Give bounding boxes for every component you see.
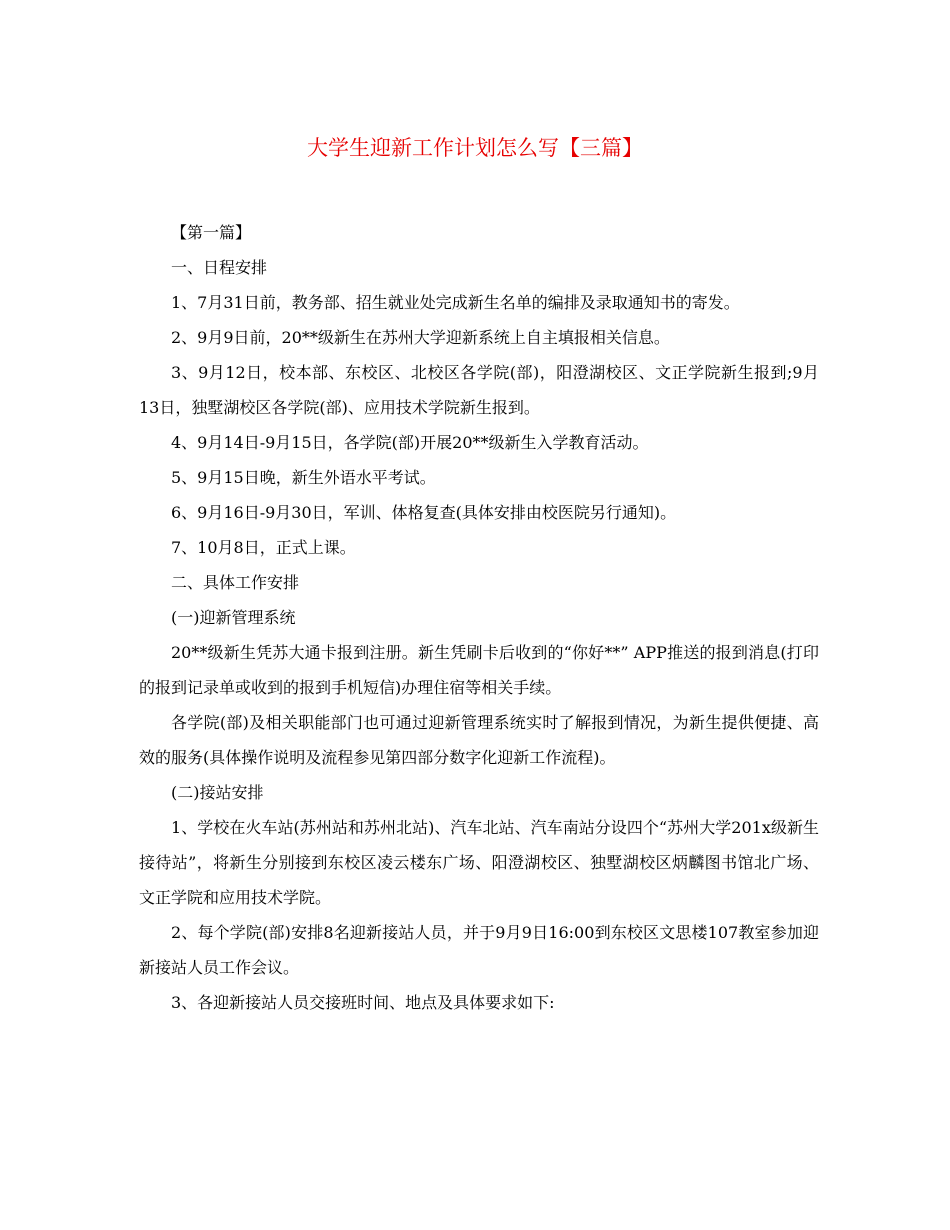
paragraph: 4、9月14日-9月15日，各学院(部)开展20**级新生入学教育活动。: [171, 433, 649, 452]
paragraph: 6、9月16日-9月30日，军训、体格复查(具体安排由校医院另行通知)。: [171, 503, 677, 522]
paragraph: 2、9月9日前，20**级新生在苏州大学迎新系统上自主填报相关信息。: [171, 328, 670, 347]
paragraph: 20**级新生凭苏大通卡报到注册。新生凭刷卡后收到的“你好**” APP推送的报到消息(打印的报到记录单或收到的报到手机短信)办理住宿等相关手续。: [139, 643, 819, 697]
subsection-heading: 一、日程安排: [171, 258, 268, 277]
subsection-heading: (二)接站安排: [171, 783, 264, 802]
subsection-heading: 二、具体工作安排: [171, 573, 300, 592]
page-title: 大学生迎新工作计划怎么写【三篇】: [307, 136, 643, 160]
document-body: [139, 215, 819, 1020]
paragraph: 7、10月8日，正式上课。: [171, 538, 356, 557]
paragraph: 5、9月15日晚，新生外语水平考试。: [171, 468, 436, 487]
paragraph: 各学院(部)及相关职能部门也可通过迎新管理系统实时了解报到情况，为新生提供便捷、高效的服务(具体操作说明及流程参见第四部分数字化迎新工作流程)。: [139, 713, 819, 767]
paragraph: 1、学校在火车站(苏州站和苏州北站)、汽车北站、汽车南站分设四个“苏州大学201x级新生接待站”，将新生分别接到东校区凌云楼东广场、阳澄湖校区、独墅湖校区炳麟图书馆北广场、文正学院和应用技术学院。: [139, 818, 819, 907]
paragraph: 1、7月31日前，教务部、招生就业处完成新生名单的编排及录取通知书的寄发。: [171, 293, 740, 312]
paragraph: 3、各迎新接站人员交接班时间、地点及具体要求如下:: [171, 993, 555, 1012]
paragraph: 2、每个学院(部)安排8名迎新接站人员，并于9月9日16:00到东校区文思楼107教室参加迎新接站人员工作会议。: [139, 923, 819, 977]
subsection-heading: (一)迎新管理系统: [171, 608, 296, 627]
section-heading: 【第一篇】: [171, 223, 252, 242]
paragraph: 3、9月12日，校本部、东校区、北校区各学院(部)，阳澄湖校区、文正学院新生报到;9月13日，独墅湖校区各学院(部)、应用技术学院新生报到。: [139, 363, 819, 417]
